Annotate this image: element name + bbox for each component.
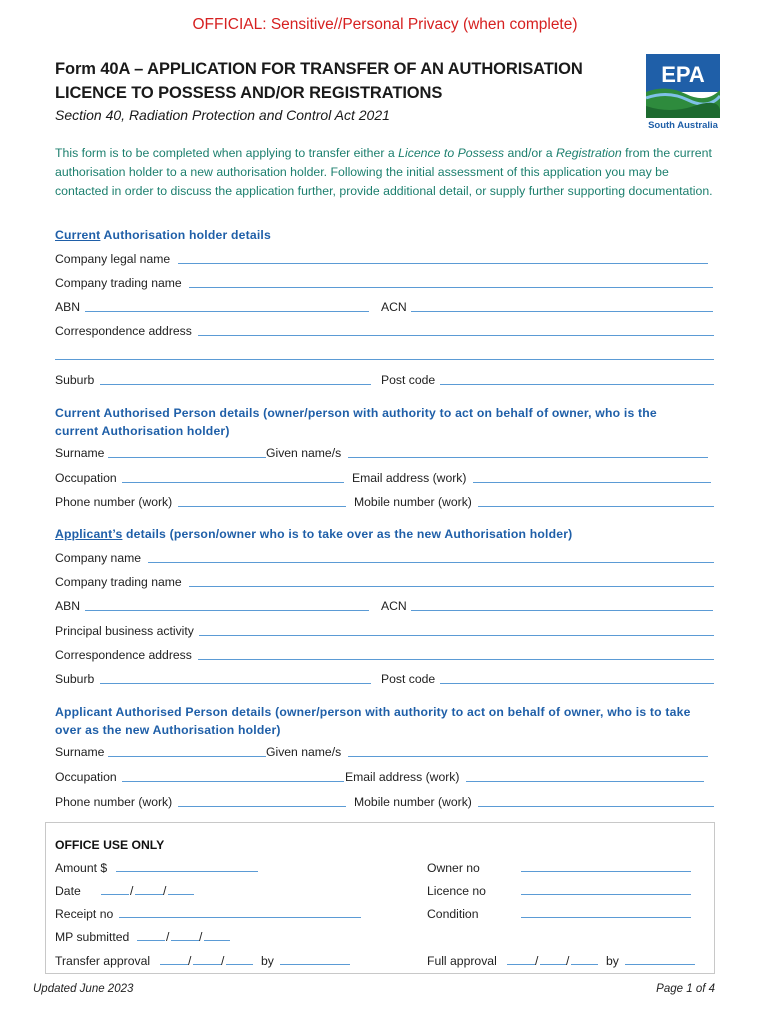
label-suburb: Suburb [55, 373, 95, 387]
label-applicant-acn: ACN [381, 599, 407, 613]
label-acn: ACN [381, 300, 407, 314]
input-applicant-occupation[interactable] [122, 781, 344, 782]
input-applicant-given-names[interactable] [348, 756, 708, 757]
label-applicant-surname: Surname [55, 745, 105, 759]
input-surname[interactable] [108, 457, 266, 458]
label-company-trading-name: Company trading name [55, 276, 182, 290]
section-heading-current-person: Current Authorised Person details (owner/person with authority to act on behalf of owner, who is the current Authorisation holder) [55, 406, 657, 438]
page-number: Page 1 of 4 [656, 983, 715, 995]
label-applicant-occupation: Occupation [55, 770, 117, 784]
input-receipt-no[interactable] [119, 917, 361, 918]
label-correspondence-address: Correspondence address [55, 324, 192, 338]
input-full-by[interactable] [625, 964, 695, 965]
label-applicant-post-code: Post code [381, 672, 436, 686]
label-full-by: by [606, 954, 619, 968]
label-applicant-abn: ABN [55, 599, 81, 613]
full-separator-1: / [535, 954, 539, 968]
label-company-legal-name: Company legal name [55, 252, 171, 266]
input-email[interactable] [473, 482, 711, 483]
label-date: Date [55, 884, 81, 898]
input-applicant-acn[interactable] [411, 610, 713, 611]
input-acn[interactable] [411, 311, 713, 312]
label-licence-no: Licence no [427, 884, 486, 898]
input-abn[interactable] [85, 311, 369, 312]
input-transfer-year[interactable] [226, 964, 253, 965]
input-mp-year[interactable] [204, 940, 230, 941]
logo-text: EPA [661, 62, 705, 87]
form-title: Form 40A – APPLICATION FOR TRANSFER OF AN AUTHORISATION [55, 60, 583, 78]
label-condition: Condition [427, 907, 479, 921]
label-mp-submitted: MP submitted [55, 930, 130, 944]
mp-separator-2: / [199, 930, 203, 944]
epa-logo [646, 54, 720, 130]
label-applicant-phone: Phone number (work) [55, 795, 173, 809]
input-applicant-phone[interactable] [178, 806, 346, 807]
full-separator-2: / [566, 954, 570, 968]
label-applicant-company-name: Company name [55, 551, 142, 565]
input-company-trading-name[interactable] [189, 287, 713, 288]
input-transfer-by[interactable] [280, 964, 350, 965]
input-owner-no[interactable] [521, 871, 691, 872]
label-given-names: Given name/s [266, 446, 342, 460]
mp-separator-1: / [166, 930, 170, 944]
input-amount[interactable] [116, 871, 258, 872]
input-company-legal-name[interactable] [178, 263, 708, 264]
input-post-code[interactable] [440, 384, 714, 385]
label-mobile: Mobile number (work) [354, 495, 472, 509]
label-abn: ABN [55, 300, 81, 314]
logo-region: South Australia [648, 120, 718, 130]
section-heading-current-holder: Current Authorisation holder details [55, 228, 271, 242]
classification-banner: OFFICIAL: Sensitive//Personal Privacy (when complete) [192, 16, 578, 33]
date-separator-2: / [163, 884, 167, 898]
label-occupation: Occupation [55, 471, 117, 485]
input-condition[interactable] [521, 917, 691, 918]
updated-date: Updated June 2023 [33, 983, 134, 995]
input-principal-activity[interactable] [199, 635, 714, 636]
input-applicant-surname[interactable] [108, 756, 266, 757]
input-date-year[interactable] [168, 894, 194, 895]
input-applicant-company-name[interactable] [148, 562, 714, 563]
label-applicant-trading-name: Company trading name [55, 575, 182, 589]
input-applicant-email[interactable] [466, 781, 704, 782]
label-owner-no: Owner no [427, 861, 480, 875]
label-principal-activity: Principal business activity [55, 624, 194, 638]
transfer-separator-1: / [188, 954, 192, 968]
input-mp-month[interactable] [171, 940, 199, 941]
input-correspondence-address[interactable] [198, 335, 714, 336]
input-applicant-mobile[interactable] [478, 806, 714, 807]
office-use-heading: OFFICE USE ONLY [55, 838, 165, 852]
date-separator-1: / [130, 884, 134, 898]
input-full-year[interactable] [571, 964, 598, 965]
input-applicant-post-code[interactable] [440, 683, 714, 684]
label-phone: Phone number (work) [55, 495, 173, 509]
label-receipt-no: Receipt no [55, 907, 114, 921]
label-amount: Amount $ [55, 861, 108, 875]
input-full-month[interactable] [540, 964, 566, 965]
label-applicant-given-names: Given name/s [266, 745, 342, 759]
input-mobile[interactable] [478, 506, 714, 507]
form-title-line2: LICENCE TO POSSESS AND/OR REGISTRATIONS [55, 84, 443, 102]
label-post-code: Post code [381, 373, 436, 387]
input-transfer-month[interactable] [193, 964, 221, 965]
label-transfer-by: by [261, 954, 274, 968]
input-occupation[interactable] [122, 482, 344, 483]
input-suburb[interactable] [100, 384, 371, 385]
input-transfer-day[interactable] [160, 964, 188, 965]
input-correspondence-address-line2[interactable] [55, 359, 714, 360]
input-date-day[interactable] [101, 894, 129, 895]
input-licence-no[interactable] [521, 894, 691, 895]
input-full-day[interactable] [507, 964, 535, 965]
input-given-names[interactable] [348, 457, 708, 458]
input-applicant-address[interactable] [198, 659, 714, 660]
label-applicant-mobile: Mobile number (work) [354, 795, 472, 809]
label-full-approval: Full approval [427, 954, 497, 968]
label-applicant-address: Correspondence address [55, 648, 192, 662]
input-mp-day[interactable] [137, 940, 165, 941]
form-subtitle: Section 40, Radiation Protection and Control Act 2021 [55, 107, 390, 123]
intro-paragraph: This form is to be completed when applying to transfer either a Licence to Possess and/or a Registration from the current authorisation holder to a new authorisation holder. Following the initial assessment of this application you may be contacted in order to discuss the application further, provide additional detail, or supply further supporting documentation. [55, 146, 713, 198]
label-surname: Surname [55, 446, 105, 460]
input-date-month[interactable] [135, 894, 163, 895]
input-applicant-suburb[interactable] [100, 683, 371, 684]
transfer-separator-2: / [221, 954, 225, 968]
label-applicant-suburb: Suburb [55, 672, 95, 686]
input-applicant-abn[interactable] [85, 610, 369, 611]
label-email: Email address (work) [352, 471, 467, 485]
section-heading-applicant: Applicant’s details (person/owner who is to take over as the new Authorisation holder) [55, 527, 573, 541]
label-applicant-email: Email address (work) [345, 770, 460, 784]
input-applicant-trading-name[interactable] [189, 586, 714, 587]
input-phone[interactable] [178, 506, 346, 507]
label-transfer-approval: Transfer approval [55, 954, 151, 968]
section-heading-applicant-person: Applicant Authorised Person details (owner/person with authority to act on behalf of owner, who is to take over as the new Authorisation holder) [55, 705, 691, 737]
